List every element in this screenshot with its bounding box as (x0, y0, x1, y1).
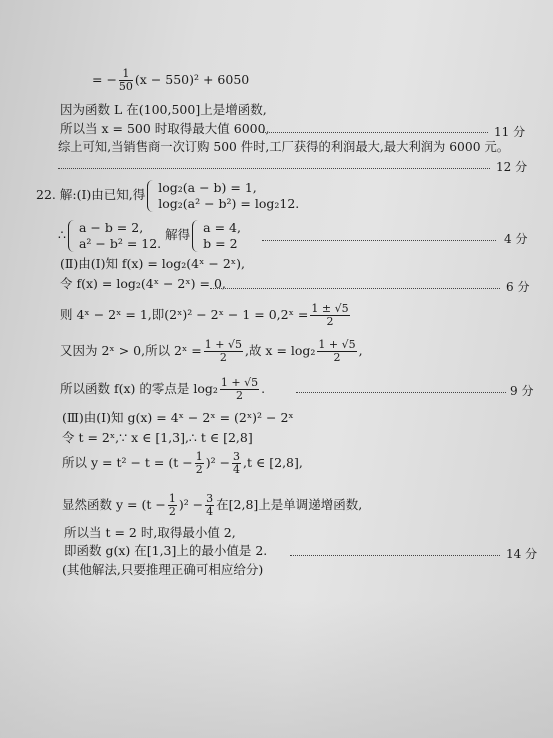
line-max: 所以当 x = 500 时取得最大值 6000, (60, 121, 270, 136)
score-14: 14 分 (506, 547, 538, 561)
part3-y-line: 所以 y = t² − t = (t − $\frac{1}{2}$ )² − $\frac{3}{4}$ ,t ∈ [2,8], (62, 450, 303, 476)
part2-eq-line (60, 300, 352, 330)
score-12: 12 分 (496, 160, 528, 174)
part3-intro: (Ⅲ)由(Ⅰ)知 g(x) = 4ˣ − 2ˣ = (2ˣ)² − 2ˣ (62, 410, 294, 425)
dot-leader (290, 555, 500, 556)
fraction-three-quarters: $\frac{3}{4}$ (206, 492, 214, 518)
dot-leader (296, 392, 506, 393)
part2-pos-a: 又因为 2ˣ > 0,所以 2ˣ = (60, 343, 202, 358)
p22-solve-line (58, 218, 241, 252)
score-9: 9 分 (510, 384, 534, 398)
p22-header: 22. 解:(Ⅰ)由已知,得 (36, 187, 146, 202)
score-4: 4 分 (504, 232, 528, 246)
dot-leader (262, 132, 488, 133)
part2-zero: 所以函数 f(x) 的零点是 log₂ (60, 381, 218, 396)
solution-system: a = 4, b = 2 (203, 219, 241, 251)
part3-sub: 令 t = 2ˣ,∵ x ∈ [1,3],∴ t ∈ [2,8] (62, 430, 253, 445)
formula-prefix: = − (92, 72, 117, 87)
formula-line (92, 68, 249, 93)
dot-leader (58, 168, 490, 169)
score-11: 11 分 (494, 125, 526, 139)
linear-system: a − b = 2, a² − b² = 12. (78, 219, 162, 251)
part2-eq: 则 4ˣ − 2ˣ = 1,即(2ˣ)² − 2ˣ − 1 = 0,2ˣ = (60, 307, 309, 322)
fraction-plus: $\frac{1 + √5}{2}$ (204, 338, 242, 364)
brace-icon (68, 220, 76, 252)
log-system: log₂(a − b) = 1, log₂(a² − b²) = log₂12. (158, 179, 300, 211)
fraction-plus: $\frac{1 + √5}{2}$ (220, 376, 259, 402)
brace-icon (147, 180, 155, 212)
formula-rest: (x − 550)² + 6050 (134, 72, 250, 87)
fraction-half: $\frac{1}{2}$ (168, 492, 176, 518)
reverse-side-bleed (0, 600, 553, 738)
fraction-half: $\frac{1}{2}$ (195, 450, 203, 476)
fraction-plus: $\frac{1 + √5}{2}$ (318, 338, 356, 364)
fraction-one-fiftieth: $\frac{1}{50}$ (118, 67, 133, 93)
fraction-pm: $\frac{1 \pm √5}{2}$ (311, 302, 349, 328)
brace-icon (192, 220, 200, 252)
p22-header-line (36, 178, 299, 212)
part2-zero-line: 所以函数 f(x) 的零点是 log₂ $\frac{1 + √5}{2}$ . (60, 376, 266, 402)
grading-note: (其他解法,只要推理正确可相应给分) (62, 562, 264, 577)
part2-intro: (Ⅱ)由(Ⅰ)知 f(x) = log₂(4ˣ − 2ˣ), (60, 256, 245, 271)
solve-word: 解得 (165, 227, 191, 242)
part3-mono-line: 显然函数 y = (t − $\frac{1}{2}$ )² − $\frac{3}{4}$ 在[2,8]上是单调递增函数, (62, 492, 363, 518)
part2-pos-line: 又因为 2ˣ > 0,所以 2ˣ = $\frac{1 + √5}{2}$ ,故 x = log₂ $\frac{1 + √5}{2}$ , (60, 338, 363, 364)
dot-leader (262, 240, 496, 241)
score-6: 6 分 (506, 280, 530, 294)
part3-result: 即函数 g(x) 在[1,3]上的最小值是 2. (64, 543, 268, 558)
line-increasing: 因为函数 L 在(100,500]上是增函数, (60, 102, 267, 117)
fraction-three-quarters: $\frac{3}{4}$ (233, 450, 241, 476)
therefore-symbol: ∴ (58, 227, 66, 242)
part3-min: 所以当 t = 2 时,取得最小值 2, (64, 525, 236, 540)
part2-set: 令 f(x) = log₂(4ˣ − 2ˣ) = 0, (60, 276, 226, 291)
dot-leader (210, 288, 500, 289)
part2-pos-b: ,故 x = log₂ (244, 343, 316, 358)
line-conclusion: 综上可知,当销售商一次订购 500 件时,工厂获得的利润最大,最大利润为 6000 元。 (58, 140, 510, 154)
